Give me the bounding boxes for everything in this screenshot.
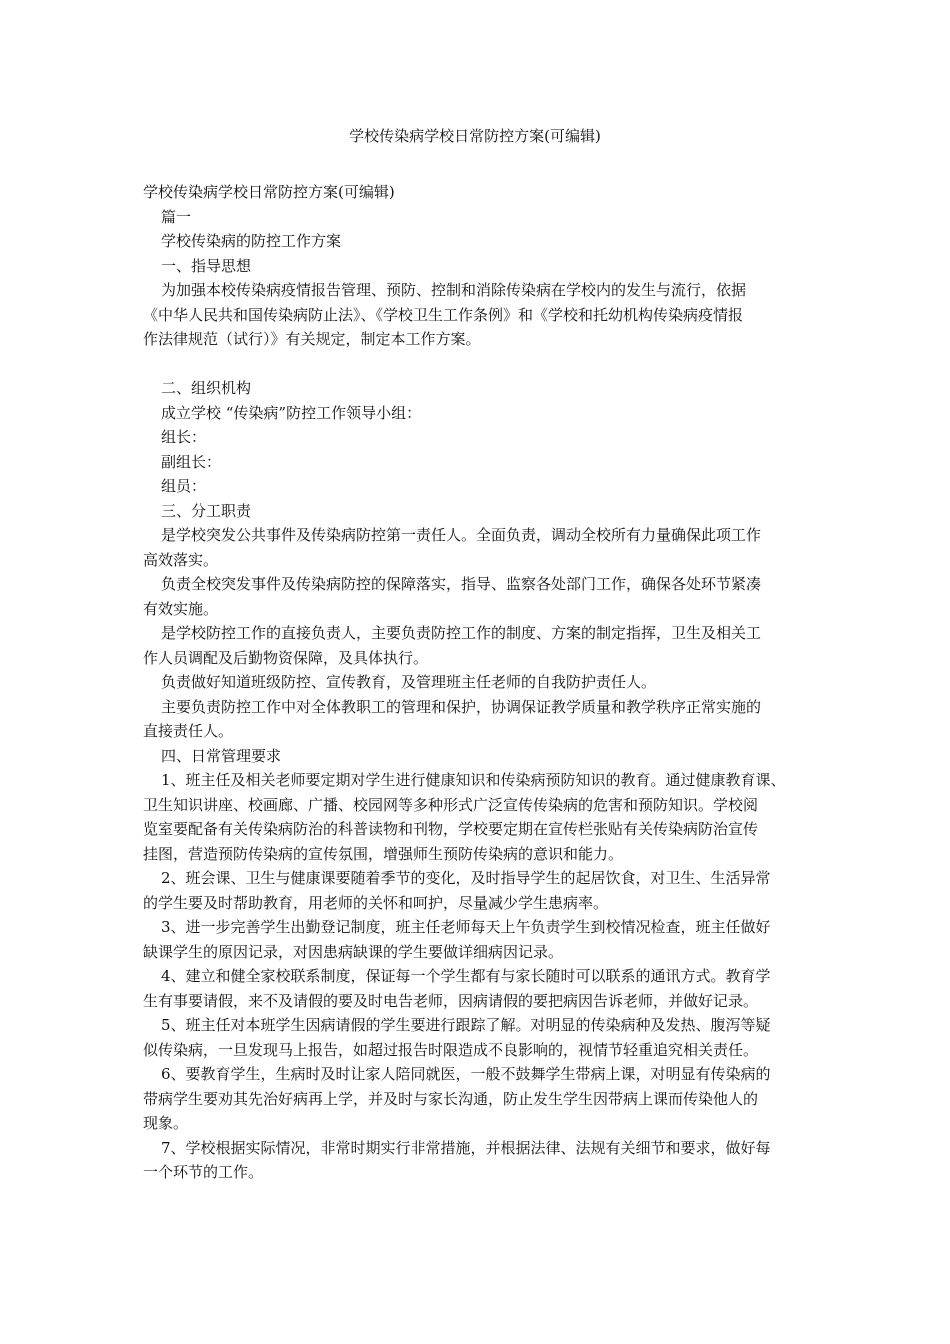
paragraph-line: 5、班主任对本班学生因病请假的学生要进行跟踪了解。对明显的传染病种及发热、腹泻等疑 bbox=[161, 1016, 771, 1034]
paragraph-line: 带病学生要劝其先治好病再上学，并及时与家长沟通，防止发生学生因带病上课而传染他人的 bbox=[143, 1089, 759, 1108]
page-title: 学校传染病学校日常防控方案(可编辑) bbox=[349, 127, 601, 145]
paragraph-line: 一、指导思想 bbox=[161, 256, 252, 275]
paragraph-line: 卫生知识讲座、校画廊、广播、校园网等多种形式广泛宣传传染病的危害和预防知识。学校阅 bbox=[143, 795, 759, 814]
paragraph-line: 组员： bbox=[161, 477, 207, 495]
paragraph-line: 副组长： bbox=[161, 452, 222, 471]
paragraph-line: 高效落实。 bbox=[143, 550, 219, 569]
paragraph-line: 直接责任人。 bbox=[143, 722, 234, 740]
paragraph-line: 的学生要及时帮助教育，用老师的关怀和呵护，尽量减少学生患病率。 bbox=[143, 893, 609, 912]
paragraph-line: 有效实施。 bbox=[143, 599, 219, 618]
paragraph-line: 主要负责防控工作中对全体教职工的管理和保护，协调保证教学质量和教学秩序正常实施的 bbox=[161, 697, 762, 716]
paragraph-line: 生有事要请假，来不及请假的要及时电告老师，因病请假的要把病因告诉老师，并做好记录。 bbox=[143, 991, 759, 1010]
paragraph-line: 现象。 bbox=[143, 1114, 189, 1132]
paragraph-line: 4、建立和健全家校联系制度，保证每一个学生都有与家长随时可以联系的通讯方式。教育学 bbox=[161, 967, 771, 985]
document-body bbox=[143, 180, 823, 1185]
paragraph-line: 作人员调配及后勤物资保障，及具体执行。 bbox=[143, 648, 429, 667]
paragraph-line: 负责全校突发事件及传染病防控的保障落实，指导、监察各处部门工作，确保各处环节紧凑 bbox=[161, 575, 762, 593]
paragraph-line: 成立学校 “传染病”防控工作领导小组： bbox=[161, 403, 422, 422]
paragraph-line: 3、进一步完善学生出勤登记制度，班主任老师每天上午负责学生到校情况检查，班主任做好 bbox=[161, 918, 771, 936]
paragraph-line: 7、学校根据实际情况，非常时期实行非常措施，并根据法律、法规有关细节和要求，做好每 bbox=[161, 1138, 771, 1157]
paragraph-line: 学校传染病学校日常防控方案(可编辑) bbox=[143, 183, 395, 201]
paragraph-line: 挂图，营造预防传染病的宣传氛围，增强师生预防传染病的意识和能力。 bbox=[143, 844, 624, 863]
paragraph-line: 学校传染病的防控工作方案 bbox=[161, 232, 342, 250]
paragraph-line: 6、要教育学生，生病时及时让家人陪同就医，一般不鼓舞学生带病上课，对明显有传染病的 bbox=[161, 1065, 771, 1083]
paragraph-line: 似传染病，一旦发现马上报告，如超过报告时限造成不良影响的，视情节轻重追究相关责任。 bbox=[143, 1040, 759, 1059]
paragraph-line: 是学校防控工作的直接负责人，主要负责防控工作的制度、方案的制定指挥，卫生及相关工 bbox=[161, 624, 762, 642]
paragraph-line: 缺课学生的原因记录，对因患病缺课的学生要做详细病因记录。 bbox=[143, 942, 564, 961]
paragraph-line: 组长： bbox=[161, 428, 207, 446]
paragraph-line: 1、班主任及相关老师要定期对学生进行健康知识和传染病预防知识的教育。通过健康教育课、 bbox=[161, 771, 786, 789]
paragraph-line: 是学校突发公共事件及传染病防控第一责任人。全面负责，调动全校所有力量确保此项工作 bbox=[161, 526, 762, 544]
paragraph-line: 作法律规范（试行）》有关规定，制定本工作方案。 bbox=[143, 330, 481, 348]
paragraph-line: 三、分工职责 bbox=[161, 501, 252, 520]
paragraph-line: 览室要配备有关传染病防治的科普读物和刊物，学校要定期在宣传栏张贴有关传染病防治宣传 bbox=[143, 820, 759, 838]
paragraph-line: 二、组织机构 bbox=[161, 379, 252, 397]
paragraph-line: 2、班会课、卫生与健康课要随着季节的变化，及时指导学生的起居饮食，对卫生、生活异常 bbox=[161, 869, 771, 887]
paragraph-line: 一个环节的工作。 bbox=[143, 1163, 264, 1181]
paragraph-line: 为加强本校传染病疫情报告管理、预防、控制和消除传染病在学校内的发生与流行，依据 bbox=[161, 281, 747, 299]
paragraph-line: 篇一 bbox=[161, 207, 192, 226]
paragraph-line: 负责做好知道班级防控、宣传教育，及管理班主任老师的自我防护责任人。 bbox=[161, 673, 657, 691]
paragraph-line: 四、日常管理要求 bbox=[161, 746, 282, 765]
paragraph-line: 《中华人民共和国传染病防止法》、《学校卫生工作条例》和《学校和托幼机构传染病疫情报 bbox=[143, 305, 744, 324]
blank-line bbox=[143, 352, 823, 377]
